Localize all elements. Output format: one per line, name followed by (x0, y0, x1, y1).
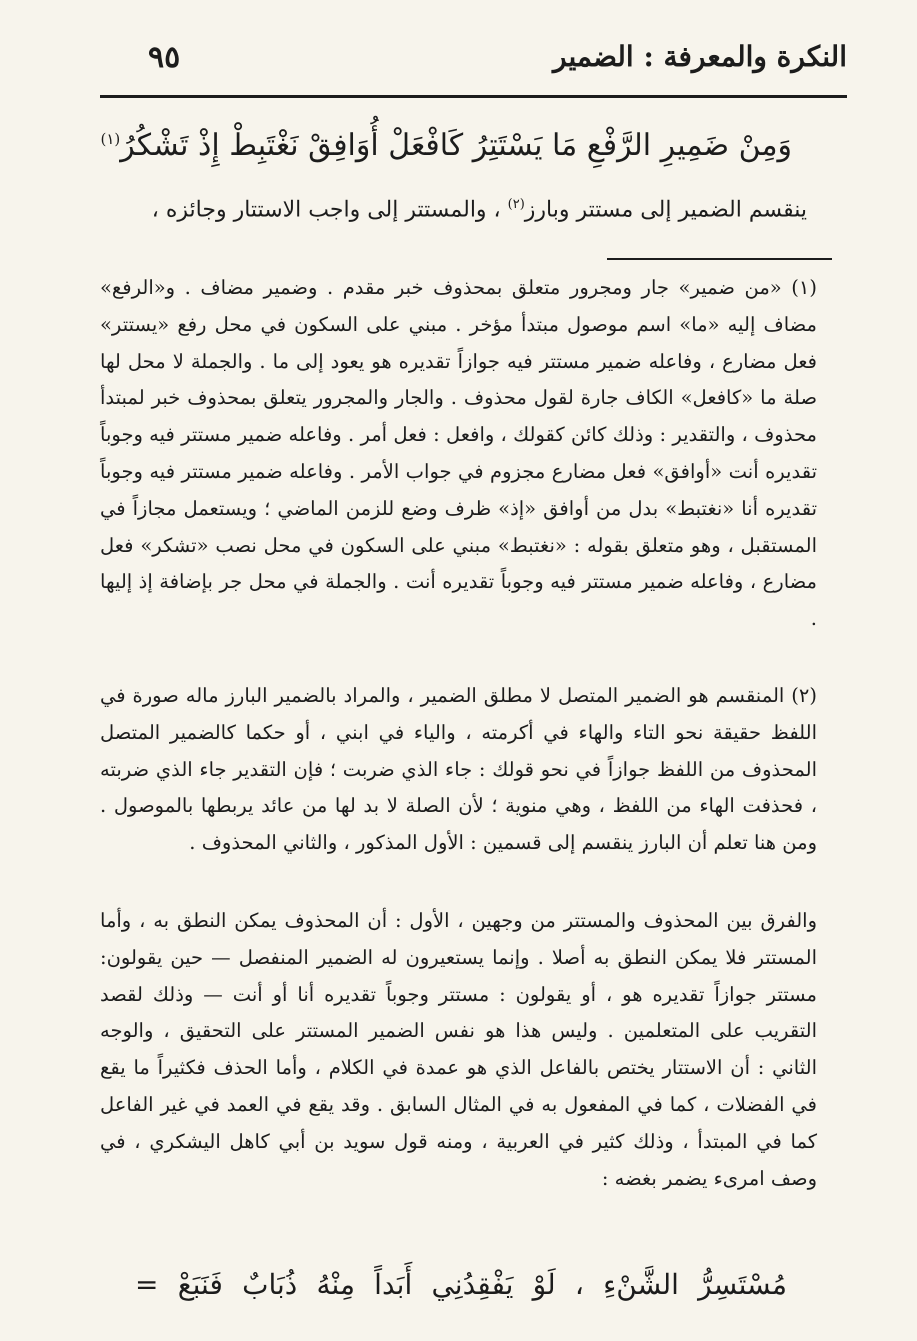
footnote-2-continuation (100, 903, 817, 1197)
footnote-3-text: والفرق بين المحذوف والمستتر من وجهين ، الأول : أن المحذوف يمكن النطق به ، وأما المستتر فلا يمكن النطق به أصلا . وإنما يستعيرون له الضمير المنفصل — حين يقولون: مستتر جوازاً تقديره هو ، أو يقولون : مستتر وجوباً تقديره أنا أو أنت — وذلك لقصد التقريب على المتعلمين . وليس هذا هو نفس الضمير المستتر على التحقيق ، والوجه الثاني : أن الاستتار يختص بالفاعل الذي هو عمدة في الكلام ، وأما الحذف فكثيراً ما يقع في الفضلات ، كما في المفعول به في المثال السابق . وقد يقع في العمد في غير الفاعل كما في المبتدأ ، وذلك كثير في العربية ، ومنه قول سويد بن أبي كاهل اليشكري ، في وصف امرىء يضمر بغضه : (100, 909, 817, 1190)
page-header (108, 38, 847, 88)
body-text-after: ، والمستتر إلى واجب الاستتار وجائزه ، (151, 197, 501, 223)
footnote-1-label: (١) (791, 276, 817, 299)
page-number: ٩٥ (148, 40, 181, 75)
footnote-2 (100, 678, 817, 862)
verse-line (100, 112, 792, 166)
header-rule (100, 95, 847, 98)
footnote-2-text: المنقسم هو الضمير المتصل لا مطلق الضمير ، والمراد بالضمير البارز ماله صورة في اللفظ حقيقة نحو التاء والهاء في أكرمته ، والياء في ابني ، أو حكما كالضمير المتصل المحذوف من اللفظ جوازاً في نحو قولك : جاء الذي ضربت ؛ فإن التقدير جاء الذي ضربته ، فحذفت الهاء من اللفظ ، وهي منوية ؛ لأن الصلة لا بد لها من عائد يربطها بالموصول . ومن هنا تعلم أن البارز ينقسم إلى قسمين : الأول المذكور ، والثاني المحذوف . (100, 684, 817, 855)
verse-footnote-marker: (١) (100, 130, 121, 148)
body-footnote-marker: (٢) (507, 197, 525, 212)
verse-text: وَمِنْ ضَمِيرِ الرَّفْعِ مَا يَسْتَتِرُ كَافْعَلْ أُوَافِقْ نَغْتَبِطْ إِذْ تَشْكُرُ (120, 128, 792, 163)
footnote-separator (607, 258, 832, 260)
body-paragraph (100, 182, 807, 228)
footnote-1-text: «من ضمير» جار ومجرور متعلق بمحذوف خبر مقدم . وضمير مضاف . و«الرفع» مضاف إليه «ما» اسم موصول مبتدأ مؤخر . مبني على السكون في محل رفع «يستتر» فعل مضارع ، وفاعله ضمير مستتر فيه جوازاً تقديره هو يعود إلى ما . والجملة لا محل لها صلة ما «كافعل» الكاف جارة لقول محذوف . والجار والمجرور يتعلق بمحذوف خبر لمبتدأ محذوف ، والتقدير : وذلك كائن كقولك ، وافعل : فعل أمر . وفاعله ضمير مستتر فيه وجوباً تقديره أنت «أوافق» فعل مضارع مجزوم في جواب الأمر . وفاعله ضمير مستتر فيه وجوباً تقديره أنا «نغتبط» بدل من أوافق «إذ» ظرف وضع للزمن الماضي ؛ ويستعمل مجازاً في المستقبل ، وهو متعلق بقوله : «نغتبط» مبني على السكون في محل نصب «تشكر» فعل مضارع ، وفاعله ضمير مستتر فيه وجوباً تقديره أنت . والجملة في محل جر بإضافة إذ إليها . (100, 276, 817, 631)
body-text-before: ينقسم الضمير إلى مستتر وبارز (524, 197, 807, 223)
footnote-1 (100, 270, 817, 638)
running-title: النكرة والمعرفة : الضمير (553, 40, 847, 73)
closing-verse: مُسْتَسِرُّ الشَّنْءِ ، لَوْ يَفْقِدُنِي أَبَداً مِنْهُ ذُبَابٌ فَنَبَعْ = (135, 1268, 788, 1301)
footnote-2-label: (٢) (791, 684, 817, 707)
